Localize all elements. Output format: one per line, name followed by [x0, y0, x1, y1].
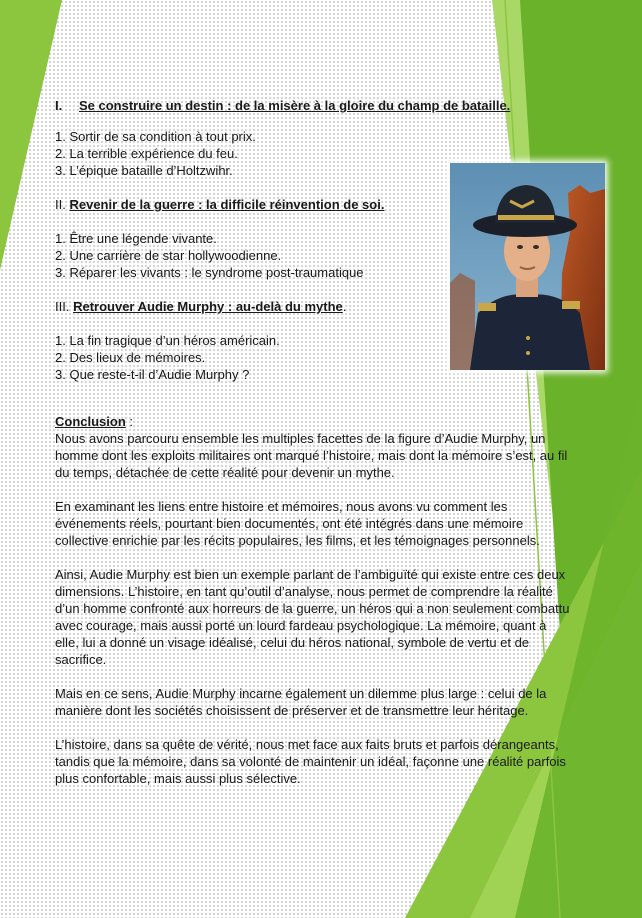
list-item: 2. Des lieux de mémoires.	[55, 350, 206, 365]
list-item: 1. Sortir de sa condition à tout prix.	[55, 129, 256, 144]
part1-title: Se construire un destin : de la misère à la gloire du champ de bataille.	[79, 98, 511, 113]
part1-numeral: I.	[55, 98, 63, 113]
list-item: 2. Une carrière de star hollywoodienne.	[55, 248, 282, 263]
conclusion-paragraph: Nous avons parcouru ensemble les multiples facettes de la figure d’Audie Murphy, un homme dont les exploits militaires ont marqué l’histoire, mais dont la mémoire s’est, au fil du temps, détachée de cette réalité pour devenir un mythe.	[55, 431, 568, 480]
list-item: 2. La terrible expérience du feu.	[55, 146, 238, 161]
part3-list	[55, 332, 570, 383]
conclusion-paragraph: Ainsi, Audie Murphy est bien un exemple parlant de l’ambiguïté qui existe entre ces deux dimensions. L’histoire, en tant qu’outil d’analyse, nous permet de comprendre la réalité d’un homme confronté aux horreurs de la guerre, un héros qui a non seulement combattu avec courage, mais aussi porté un lourd fardeau psychologique. La mémoire, quant à elle, lui a donné un visage idéalisé, celui du héros national, symbole de vertu et de sacrifice.	[55, 567, 570, 667]
conclusion-paragraph: En examinant les liens entre histoire et mémoires, nous avons vu comment les événements réels, pourtant bien documentés, ont été intégrés dans une mémoire collective enrichie par les récits populaires, les films, et les témoignages personnels.	[55, 499, 540, 548]
part3-title-suffix: .	[342, 299, 347, 314]
part3-title: Retrouver Audie Murphy : au-delà du mythe	[73, 299, 343, 314]
list-item: 1. Être une légende vivante.	[55, 231, 217, 246]
conclusion-title-suffix: :	[125, 414, 134, 429]
part2-numeral: II.	[55, 197, 66, 212]
part2-list	[55, 230, 570, 281]
conclusion-heading	[55, 413, 570, 430]
part1-list	[55, 128, 570, 179]
part3-numeral: III.	[55, 299, 70, 314]
green-left-wedge	[0, 0, 62, 270]
conclusion-title: Conclusion	[55, 414, 126, 429]
part1-heading	[55, 97, 570, 114]
list-item: 1. La fin tragique d’un héros américain.	[55, 333, 280, 348]
list-item: 3. L’épique bataille d’Holtzwihr.	[55, 163, 233, 178]
conclusion-paragraph: Mais en ce sens, Audie Murphy incarne également un dilemme plus large : celui de la manière dont les sociétés choisissent de préserver et de transmettre leur héritage.	[55, 686, 547, 718]
part2-title: Revenir de la guerre : la difficile réinvention de soi.	[69, 197, 385, 212]
document-body	[55, 97, 570, 787]
conclusion-paragraph: L’histoire, dans sa quête de vérité, nous met face aux faits bruts et parfois dérangeants, tandis que la mémoire, dans sa volonté de maintenir un idéal, façonne une réalité parfois plus confortable, mais aussi plus sélective.	[55, 737, 566, 786]
list-item: 3. Que reste-t-il d’Audie Murphy ?	[55, 367, 250, 382]
part2-heading	[55, 196, 570, 213]
list-item: 3. Réparer les vivants : le syndrome post-traumatique	[55, 265, 364, 280]
part3-heading	[55, 298, 570, 315]
